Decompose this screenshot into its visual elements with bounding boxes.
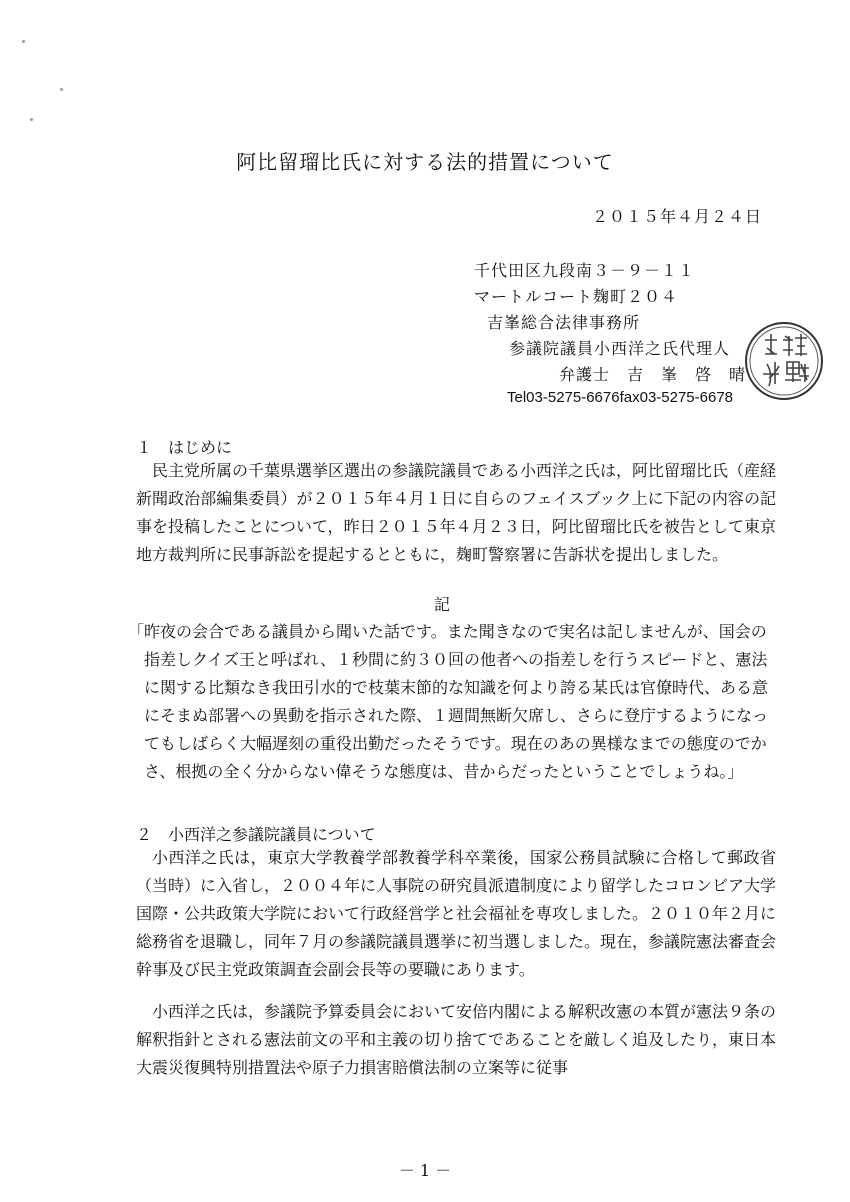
contact-numbers: Tel03-5275-6676fax03-5275-6678 — [507, 389, 734, 406]
quoted-facebook-post — [128, 618, 776, 786]
sender-address-line2: マートルコート麹町２０４ — [474, 287, 679, 306]
page-number: － 1 － — [398, 1161, 452, 1180]
section2-paragraph1: 小西洋之氏は，東京大学教養学部教養学科卒業後，国家公務員試験に合格して郵政省（当時）に入省し，２００４年に人事院の研究員派遣制度により留学したコロンビア大学国際・公共政策大学院において行政経営学と社会福祉を専攻しました。２０１０年２月に総務省を退職し，同年７月の参議院議員選挙に初当選しました。現在，参議院憲法審査会幹事及び民主党政策調査会副会長等の要職にあります。 — [136, 848, 777, 979]
section2-heading: ２ 小西洋之参議院議員について — [136, 825, 376, 844]
quote-open-bracket: 「 — [128, 622, 145, 641]
lawyer-name: 弁護士 吉 峯 啓 晴 — [559, 365, 747, 384]
quote-text: 昨夜の会合である議員から聞いた話です。また聞きなので実名は記しませんが、国会の指差しクイズ王と呼ばれ、１秒間に約３０回の他者への指差しを行うスピードと、憲法に関する比類なき我田引水的で枝葉末節的な知識を何より誇る某氏は官僚時代、ある意にそまぬ部署への異動を指示された際、１週間無断欠席し、さらに登庁するようになってもしばらく大幅遅刻の重役出勤だったそうです。現在のあの異様なまでの態度のでかさ、根拠の全く分からない偉そうな態度は、昔からだったということでしょうね。」 — [144, 622, 769, 781]
scan-speck — [30, 118, 33, 121]
section1-paragraph: 民主党所属の千葉県選挙区選出の参議院議員である小西洋之氏は，阿比留瑠比氏（産経新聞政治部編集委員）が２０１５年４月１日に自らのフェイスブック上に下記の内容の記事を投稿したことについて，昨日２０１５年４月２３日，阿比留瑠比氏を被告として東京地方裁判所に民事訴訟を提起するとともに，麹町警察署に告訴状を提出しました。 — [136, 461, 777, 564]
ki-marker: 記 — [434, 595, 451, 614]
personal-seal-stamp — [743, 320, 825, 402]
section1-heading: １ はじめに — [136, 438, 233, 457]
document-date: ２０１５年４月２４日 — [592, 207, 763, 226]
scan-speck — [60, 88, 63, 91]
sender-address-line1: 千代田区九段南３－９－１１ — [474, 261, 696, 280]
law-firm-name: 吉峯総合法律事務所 — [487, 313, 641, 332]
scan-speck — [22, 40, 25, 43]
representative-role: 参議院議員小西洋之氏代理人 — [509, 339, 731, 358]
section2-paragraph2: 小西洋之氏は，参議院予算委員会において安倍内閣による解釈改憲の本質が憲法９条の解釈指針とされる憲法前文の平和主義の切り捨てであることを厳しく追及したり，東日本大震災復興特別措置法や原子力損害賠償法制の立案等に従事 — [136, 1002, 777, 1077]
document-title: 阿比留瑠比氏に対する法的措置について — [236, 150, 614, 174]
